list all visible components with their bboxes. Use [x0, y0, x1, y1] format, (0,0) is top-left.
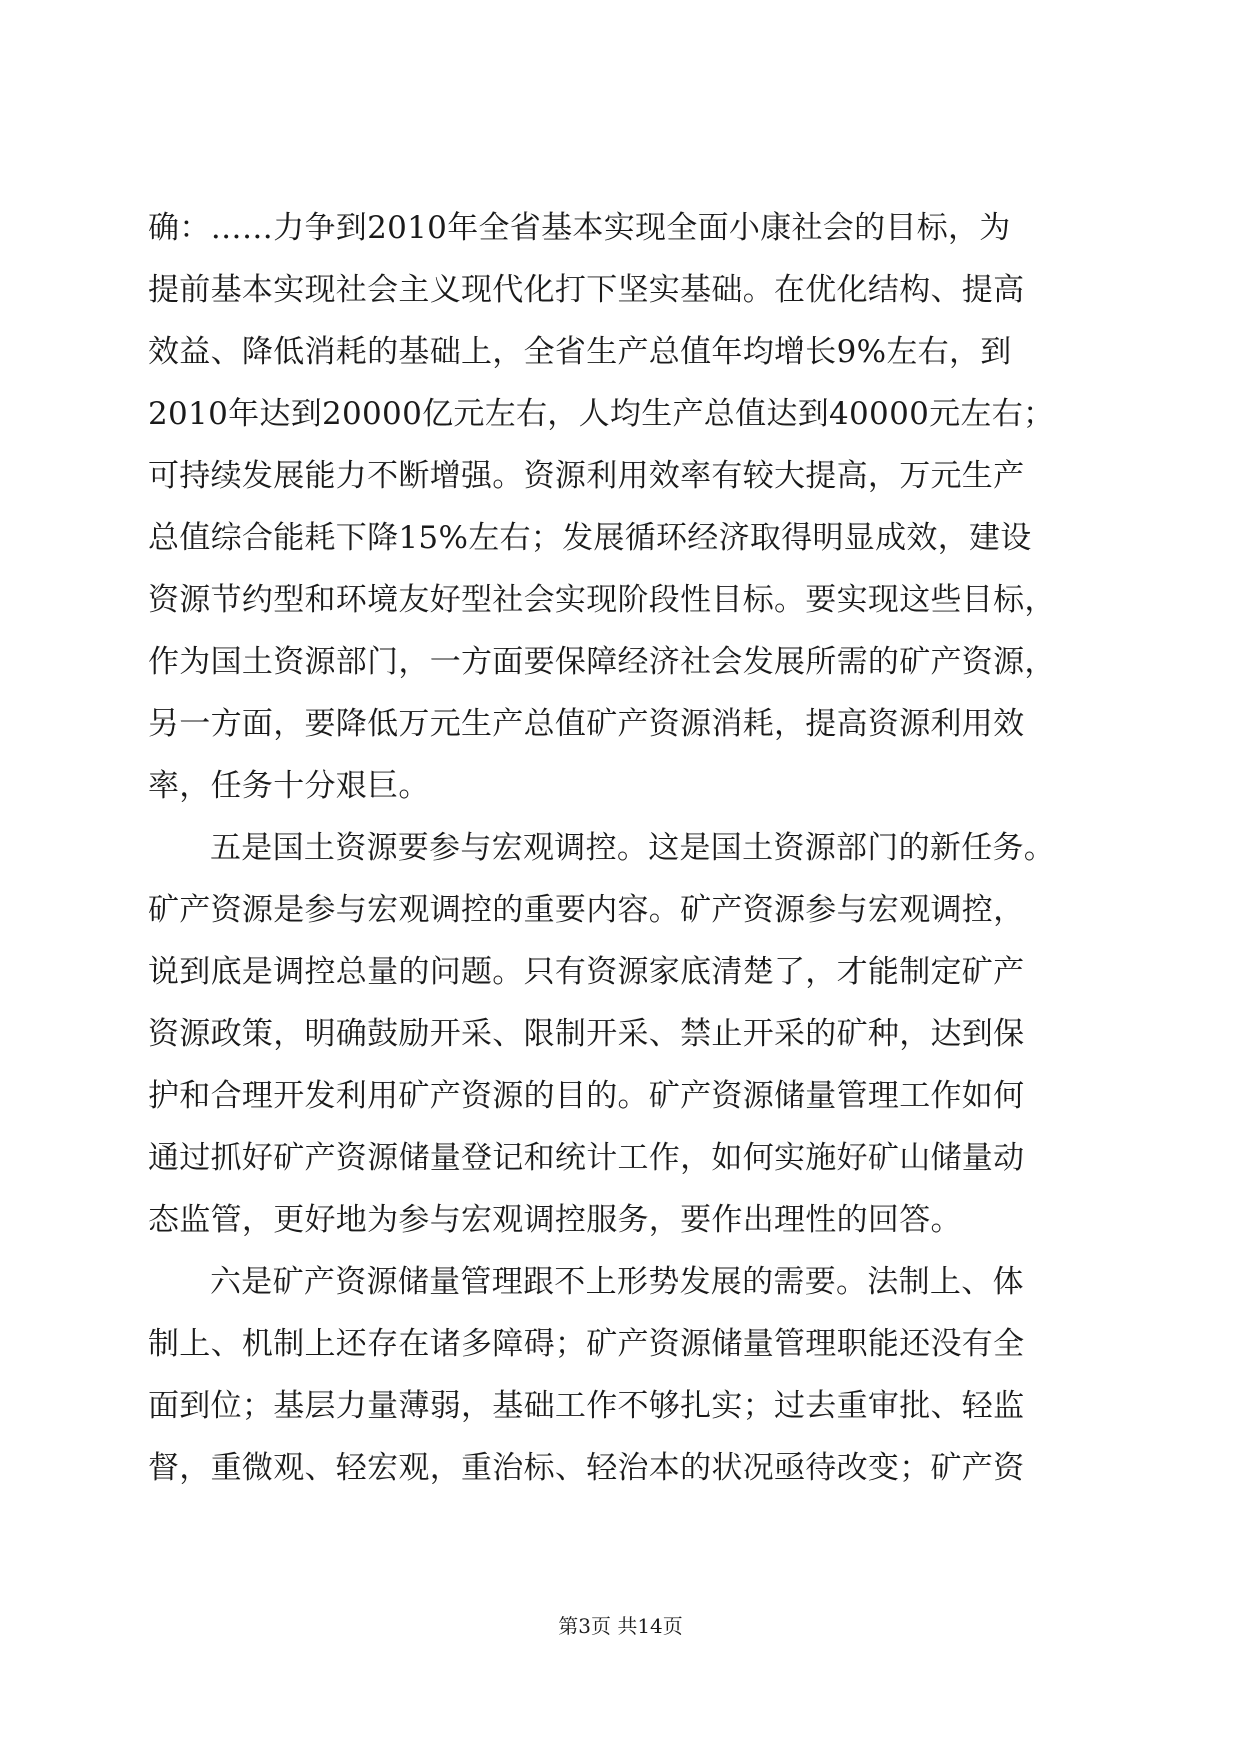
- text-line: 面到位；基层力量薄弱，基础工作不够扎实；过去重审批、轻监: [148, 1388, 1025, 1424]
- text-line: 督，重微观、轻宏观，重治标、轻治本的状况亟待改变；矿产资: [148, 1450, 1025, 1486]
- text-line: 作为国土资源部门，一方面要保障经济社会发展所需的矿产资源，: [148, 644, 1056, 680]
- text-line: 2010年达到20000亿元左右，人均生产总值达到40000元左右；: [148, 396, 1055, 432]
- paragraph-first-line: 六是矿产资源储量管理跟不上形势发展的需要。法制上、体: [210, 1264, 1024, 1300]
- text-line: 可持续发展能力不断增强。资源利用效率有较大提高，万元生产: [148, 458, 1025, 494]
- text-line: 矿产资源是参与宏观调控的重要内容。矿产资源参与宏观调控，: [148, 892, 1025, 928]
- text-line: 总值综合能耗下降15%左右；发展循环经济取得明显成效，建设: [148, 520, 1032, 556]
- text-line: 资源节约型和环境友好型社会实现阶段性目标。要实现这些目标，: [148, 582, 1056, 618]
- text-line: 制上、机制上还存在诸多障碍；矿产资源储量管理职能还没有全: [148, 1326, 1025, 1362]
- page-footer: 第3页 共14页: [558, 1614, 683, 1638]
- text-line: 率，任务十分艰巨。: [148, 768, 430, 804]
- text-line: 通过抓好矿产资源储量登记和统计工作，如何实施好矿山储量动: [148, 1140, 1025, 1176]
- text-line: 确：……力争到2010年全省基本实现全面小康社会的目标，为: [148, 210, 1011, 246]
- text-line: 态监管，更好地为参与宏观调控服务，要作出理性的回答。: [148, 1202, 962, 1238]
- text-line: 另一方面，要降低万元生产总值矿产资源消耗，提高资源利用效: [148, 706, 1025, 742]
- text-line: 说到底是调控总量的问题。只有资源家底清楚了，才能制定矿产: [148, 954, 1025, 990]
- paragraph-first-line: 五是国土资源要参与宏观调控。这是国土资源部门的新任务。: [210, 830, 1056, 866]
- text-line: 效益、降低消耗的基础上，全省生产总值年均增长9%左右，到: [148, 334, 1012, 370]
- text-line: 护和合理开发利用矿产资源的目的。矿产资源储量管理工作如何: [148, 1078, 1025, 1114]
- text-line: 资源政策，明确鼓励开采、限制开采、禁止开采的矿种，达到保: [148, 1016, 1025, 1052]
- text-line: 提前基本实现社会主义现代化打下坚实基础。在优化结构、提高: [148, 272, 1025, 308]
